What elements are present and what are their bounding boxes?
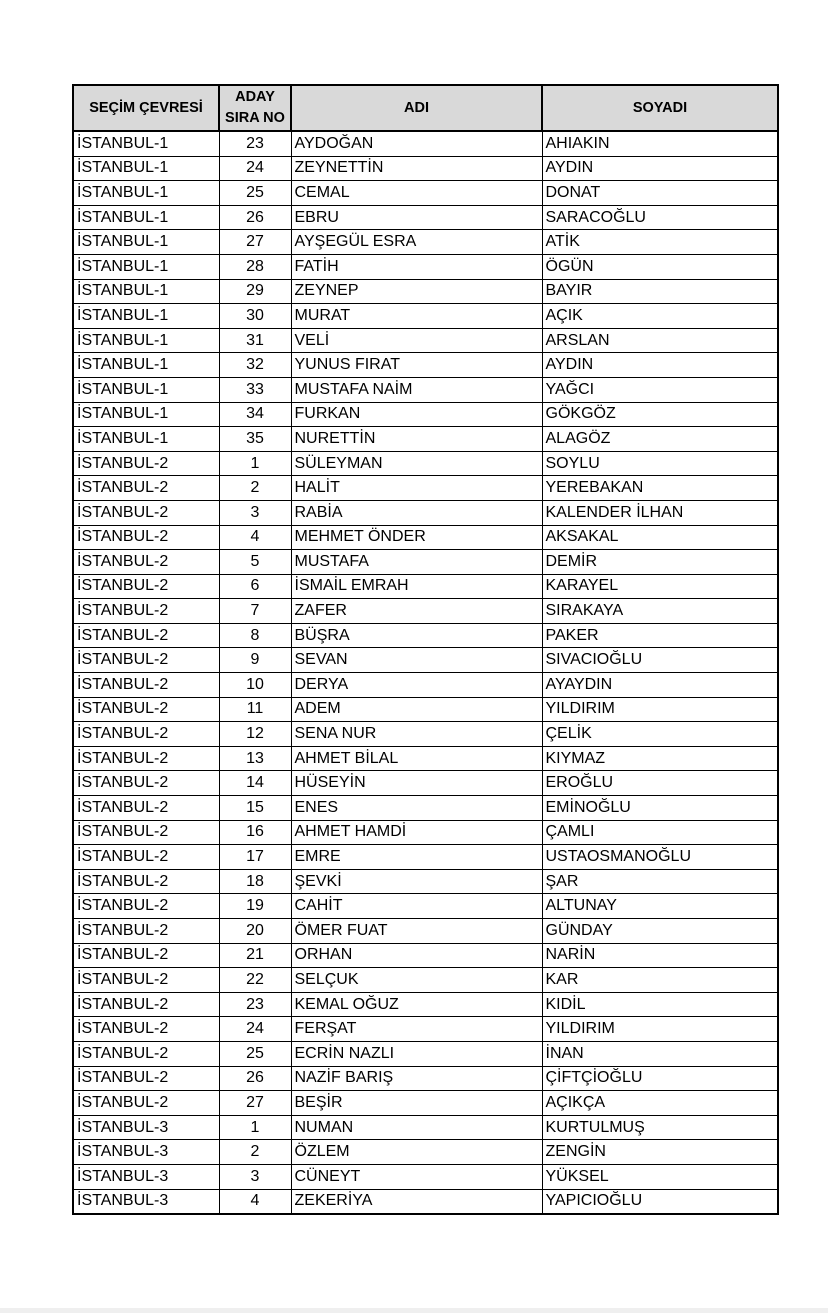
order-number-cell: 11 (219, 697, 291, 722)
last-name-cell: GÜNDAY (542, 919, 778, 944)
order-number-cell: 8 (219, 623, 291, 648)
last-name-cell: YÜKSEL (542, 1164, 778, 1189)
first-name-cell: YUNUS FIRAT (291, 353, 542, 378)
district-cell: İSTANBUL-1 (73, 181, 219, 206)
table-row (73, 648, 778, 673)
order-number-cell: 23 (219, 131, 291, 156)
table-row (73, 1189, 778, 1214)
last-name-cell: KURTULMUŞ (542, 1115, 778, 1140)
district-cell: İSTANBUL-2 (73, 476, 219, 501)
table-row (73, 156, 778, 181)
district-cell: İSTANBUL-3 (73, 1140, 219, 1165)
district-cell: İSTANBUL-2 (73, 845, 219, 870)
district-cell: İSTANBUL-2 (73, 968, 219, 993)
last-name-cell: ARSLAN (542, 328, 778, 353)
first-name-cell: MUSTAFA NAİM (291, 377, 542, 402)
district-cell: İSTANBUL-2 (73, 673, 219, 698)
first-name-cell: ÖZLEM (291, 1140, 542, 1165)
order-number-cell: 6 (219, 574, 291, 599)
header-order-line2: SIRA NO (225, 110, 285, 126)
first-name-cell: DERYA (291, 673, 542, 698)
first-name-cell: ZEKERİYA (291, 1189, 542, 1214)
order-number-cell: 10 (219, 673, 291, 698)
first-name-cell: HÜSEYİN (291, 771, 542, 796)
table-row (73, 992, 778, 1017)
order-number-cell: 35 (219, 427, 291, 452)
first-name-cell: ADEM (291, 697, 542, 722)
district-cell: İSTANBUL-2 (73, 550, 219, 575)
district-cell: İSTANBUL-3 (73, 1115, 219, 1140)
district-cell: İSTANBUL-1 (73, 279, 219, 304)
order-number-cell: 3 (219, 1164, 291, 1189)
order-number-cell: 14 (219, 771, 291, 796)
page-bottom-edge (0, 1308, 828, 1313)
first-name-cell: MEHMET ÖNDER (291, 525, 542, 550)
header-row (73, 85, 778, 131)
table-row (73, 796, 778, 821)
first-name-cell: NURETTİN (291, 427, 542, 452)
table-row (73, 1066, 778, 1091)
first-name-cell: CÜNEYT (291, 1164, 542, 1189)
first-name-cell: HALİT (291, 476, 542, 501)
order-number-cell: 22 (219, 968, 291, 993)
table-row (73, 623, 778, 648)
order-number-cell: 23 (219, 992, 291, 1017)
order-number-cell: 26 (219, 1066, 291, 1091)
district-cell: İSTANBUL-2 (73, 623, 219, 648)
table-row (73, 894, 778, 919)
table-row (73, 427, 778, 452)
order-number-cell: 3 (219, 500, 291, 525)
first-name-cell: RABİA (291, 500, 542, 525)
order-number-cell: 33 (219, 377, 291, 402)
first-name-cell: FURKAN (291, 402, 542, 427)
table-row (73, 1115, 778, 1140)
first-name-cell: ŞEVKİ (291, 869, 542, 894)
first-name-cell: MURAT (291, 304, 542, 329)
last-name-cell: YAPICIOĞLU (542, 1189, 778, 1214)
last-name-cell: ÇAMLI (542, 820, 778, 845)
first-name-cell: FATİH (291, 254, 542, 279)
district-cell: İSTANBUL-1 (73, 353, 219, 378)
last-name-cell: NARİN (542, 943, 778, 968)
last-name-cell: AYDIN (542, 353, 778, 378)
table-row (73, 1041, 778, 1066)
order-number-cell: 4 (219, 525, 291, 550)
first-name-cell: EBRU (291, 205, 542, 230)
last-name-cell: KIDİL (542, 992, 778, 1017)
table-row (73, 845, 778, 870)
first-name-cell: AHMET BİLAL (291, 746, 542, 771)
order-number-cell: 1 (219, 451, 291, 476)
last-name-cell: ALAGÖZ (542, 427, 778, 452)
last-name-cell: PAKER (542, 623, 778, 648)
table-row (73, 451, 778, 476)
district-cell: İSTANBUL-2 (73, 500, 219, 525)
district-cell: İSTANBUL-2 (73, 1017, 219, 1042)
district-cell: İSTANBUL-2 (73, 648, 219, 673)
table-row (73, 599, 778, 624)
order-number-cell: 32 (219, 353, 291, 378)
table-row (73, 500, 778, 525)
last-name-cell: AHIAKIN (542, 131, 778, 156)
table-row (73, 673, 778, 698)
table-row (73, 697, 778, 722)
district-cell: İSTANBUL-1 (73, 230, 219, 255)
order-number-cell: 27 (219, 1091, 291, 1116)
district-cell: İSTANBUL-2 (73, 722, 219, 747)
last-name-cell: YILDIRIM (542, 697, 778, 722)
last-name-cell: EROĞLU (542, 771, 778, 796)
district-cell: İSTANBUL-3 (73, 1164, 219, 1189)
district-cell: İSTANBUL-2 (73, 943, 219, 968)
table-row (73, 1091, 778, 1116)
first-name-cell: CAHİT (291, 894, 542, 919)
last-name-cell: SOYLU (542, 451, 778, 476)
table-body (73, 131, 778, 1214)
table-row (73, 746, 778, 771)
table-row (73, 919, 778, 944)
order-number-cell: 2 (219, 476, 291, 501)
order-number-cell: 12 (219, 722, 291, 747)
order-number-cell: 13 (219, 746, 291, 771)
table-row (73, 1017, 778, 1042)
first-name-cell: SEVAN (291, 648, 542, 673)
table-row (73, 869, 778, 894)
last-name-cell: YILDIRIM (542, 1017, 778, 1042)
district-cell: İSTANBUL-1 (73, 377, 219, 402)
table-row (73, 279, 778, 304)
table-row (73, 574, 778, 599)
district-cell: İSTANBUL-2 (73, 525, 219, 550)
first-name-cell: SÜLEYMAN (291, 451, 542, 476)
first-name-cell: ENES (291, 796, 542, 821)
order-number-cell: 29 (219, 279, 291, 304)
last-name-cell: GÖKGÖZ (542, 402, 778, 427)
table-row (73, 377, 778, 402)
first-name-cell: BÜŞRA (291, 623, 542, 648)
order-number-cell: 21 (219, 943, 291, 968)
district-cell: İSTANBUL-2 (73, 771, 219, 796)
table-row (73, 722, 778, 747)
candidate-list-table (72, 84, 779, 1215)
district-cell: İSTANBUL-1 (73, 328, 219, 353)
district-cell: İSTANBUL-1 (73, 254, 219, 279)
header-order-line1: ADAY (235, 89, 275, 105)
table-row (73, 968, 778, 993)
order-number-cell: 31 (219, 328, 291, 353)
header-last-name: SOYADI (542, 85, 778, 131)
order-number-cell: 7 (219, 599, 291, 624)
first-name-cell: NAZİF BARIŞ (291, 1066, 542, 1091)
district-cell: İSTANBUL-2 (73, 894, 219, 919)
first-name-cell: İSMAİL EMRAH (291, 574, 542, 599)
order-number-cell: 27 (219, 230, 291, 255)
district-cell: İSTANBUL-2 (73, 697, 219, 722)
last-name-cell: ŞAR (542, 869, 778, 894)
first-name-cell: ZEYNETTİN (291, 156, 542, 181)
first-name-cell: ORHAN (291, 943, 542, 968)
table-row (73, 820, 778, 845)
table-row (73, 476, 778, 501)
first-name-cell: NUMAN (291, 1115, 542, 1140)
order-number-cell: 24 (219, 156, 291, 181)
last-name-cell: AYAYDIN (542, 673, 778, 698)
order-number-cell: 18 (219, 869, 291, 894)
last-name-cell: AYDIN (542, 156, 778, 181)
district-cell: İSTANBUL-1 (73, 402, 219, 427)
order-number-cell: 1 (219, 1115, 291, 1140)
first-name-cell: EMRE (291, 845, 542, 870)
first-name-cell: AYŞEGÜL ESRA (291, 230, 542, 255)
table-row (73, 943, 778, 968)
table-row (73, 205, 778, 230)
last-name-cell: AÇIKÇA (542, 1091, 778, 1116)
order-number-cell: 2 (219, 1140, 291, 1165)
first-name-cell: KEMAL OĞUZ (291, 992, 542, 1017)
table-row (73, 1140, 778, 1165)
table-row (73, 402, 778, 427)
first-name-cell: BEŞİR (291, 1091, 542, 1116)
first-name-cell: ZEYNEP (291, 279, 542, 304)
table-row (73, 353, 778, 378)
district-cell: İSTANBUL-2 (73, 599, 219, 624)
order-number-cell: 4 (219, 1189, 291, 1214)
district-cell: İSTANBUL-2 (73, 1066, 219, 1091)
last-name-cell: AÇIK (542, 304, 778, 329)
district-cell: İSTANBUL-1 (73, 131, 219, 156)
last-name-cell: SIVACIOĞLU (542, 648, 778, 673)
last-name-cell: USTAOSMANOĞLU (542, 845, 778, 870)
district-cell: İSTANBUL-3 (73, 1189, 219, 1214)
last-name-cell: AKSAKAL (542, 525, 778, 550)
order-number-cell: 17 (219, 845, 291, 870)
order-number-cell: 25 (219, 1041, 291, 1066)
district-cell: İSTANBUL-2 (73, 574, 219, 599)
first-name-cell: MUSTAFA (291, 550, 542, 575)
table-row (73, 254, 778, 279)
first-name-cell: ÖMER FUAT (291, 919, 542, 944)
first-name-cell: AHMET HAMDİ (291, 820, 542, 845)
district-cell: İSTANBUL-2 (73, 746, 219, 771)
district-cell: İSTANBUL-1 (73, 304, 219, 329)
last-name-cell: ÇELİK (542, 722, 778, 747)
table-row (73, 1164, 778, 1189)
table-row (73, 230, 778, 255)
district-cell: İSTANBUL-2 (73, 1041, 219, 1066)
last-name-cell: ALTUNAY (542, 894, 778, 919)
last-name-cell: KAR (542, 968, 778, 993)
order-number-cell: 5 (219, 550, 291, 575)
last-name-cell: KARAYEL (542, 574, 778, 599)
district-cell: İSTANBUL-1 (73, 427, 219, 452)
first-name-cell: VELİ (291, 328, 542, 353)
last-name-cell: DEMİR (542, 550, 778, 575)
first-name-cell: ZAFER (291, 599, 542, 624)
table-row (73, 181, 778, 206)
last-name-cell: EMİNOĞLU (542, 796, 778, 821)
district-cell: İSTANBUL-1 (73, 205, 219, 230)
order-number-cell: 25 (219, 181, 291, 206)
order-number-cell: 30 (219, 304, 291, 329)
table-row (73, 771, 778, 796)
first-name-cell: AYDOĞAN (291, 131, 542, 156)
order-number-cell: 16 (219, 820, 291, 845)
last-name-cell: YAĞCI (542, 377, 778, 402)
table-header (73, 85, 778, 131)
header-district: SEÇİM ÇEVRESİ (73, 85, 219, 131)
order-number-cell: 15 (219, 796, 291, 821)
first-name-cell: CEMAL (291, 181, 542, 206)
district-cell: İSTANBUL-2 (73, 451, 219, 476)
last-name-cell: KALENDER İLHAN (542, 500, 778, 525)
last-name-cell: ZENGİN (542, 1140, 778, 1165)
first-name-cell: SELÇUK (291, 968, 542, 993)
order-number-cell: 19 (219, 894, 291, 919)
district-cell: İSTANBUL-1 (73, 156, 219, 181)
table-row (73, 328, 778, 353)
last-name-cell: ATİK (542, 230, 778, 255)
district-cell: İSTANBUL-2 (73, 869, 219, 894)
first-name-cell: SENA NUR (291, 722, 542, 747)
first-name-cell: ECRİN NAZLI (291, 1041, 542, 1066)
district-cell: İSTANBUL-2 (73, 820, 219, 845)
last-name-cell: KIYMAZ (542, 746, 778, 771)
first-name-cell: FERŞAT (291, 1017, 542, 1042)
last-name-cell: BAYIR (542, 279, 778, 304)
order-number-cell: 24 (219, 1017, 291, 1042)
table-row (73, 131, 778, 156)
table-row (73, 304, 778, 329)
last-name-cell: ÖGÜN (542, 254, 778, 279)
last-name-cell: DONAT (542, 181, 778, 206)
last-name-cell: ÇİFTÇİOĞLU (542, 1066, 778, 1091)
header-order-number (219, 85, 291, 131)
table-row (73, 525, 778, 550)
district-cell: İSTANBUL-2 (73, 1091, 219, 1116)
header-first-name: ADI (291, 85, 542, 131)
table-row (73, 550, 778, 575)
order-number-cell: 26 (219, 205, 291, 230)
last-name-cell: SARACOĞLU (542, 205, 778, 230)
order-number-cell: 34 (219, 402, 291, 427)
district-cell: İSTANBUL-2 (73, 919, 219, 944)
district-cell: İSTANBUL-2 (73, 992, 219, 1017)
order-number-cell: 20 (219, 919, 291, 944)
order-number-cell: 9 (219, 648, 291, 673)
last-name-cell: YEREBAKAN (542, 476, 778, 501)
last-name-cell: İNAN (542, 1041, 778, 1066)
district-cell: İSTANBUL-2 (73, 796, 219, 821)
order-number-cell: 28 (219, 254, 291, 279)
last-name-cell: SIRAKAYA (542, 599, 778, 624)
